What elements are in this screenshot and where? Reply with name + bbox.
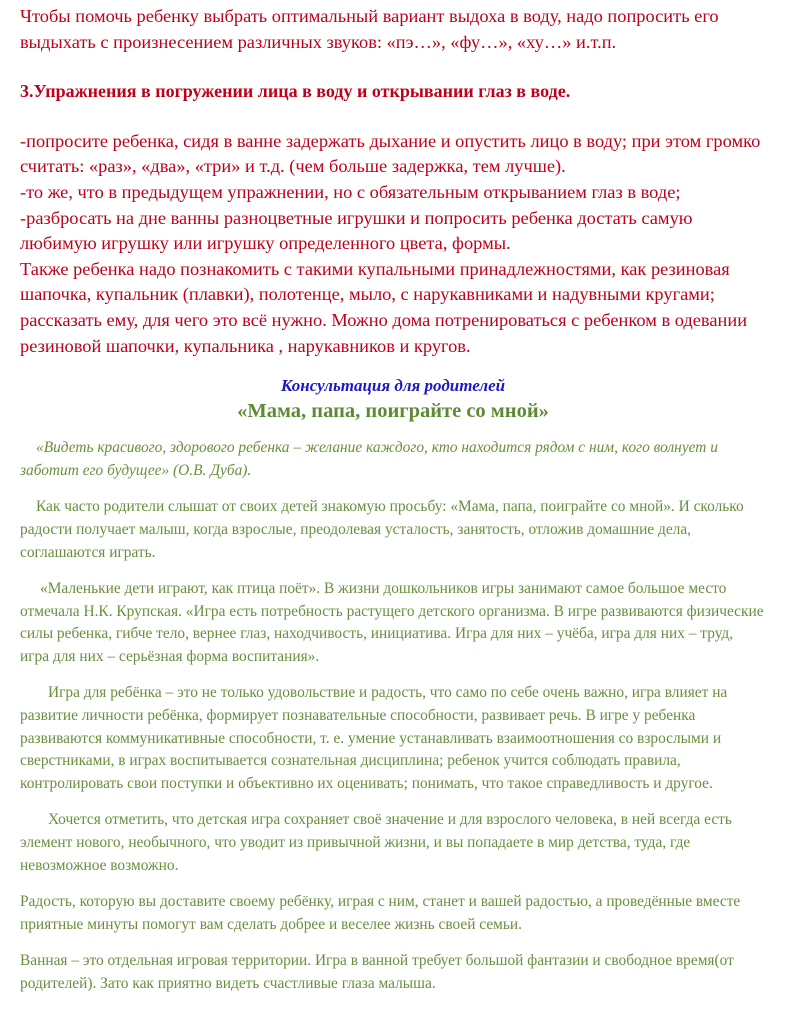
exercise-list [20,129,766,359]
exercise-heading: 3.Упражнения в погружении лица в воду и открывании глаз в воде. [20,81,571,102]
exercise-item: -попросите ребенка, сидя в ванне задержать дыхание и опустить лицо в воду; при этом громко считать: «раз», «два», «три» и т.д. (чем больше задержка, тем лучше). [20,130,761,177]
accessories-paragraph: Также ребенка надо познакомить с такими купальными принадлежностями, как резиновая шапочка, купальник (плавки), полотенце, мыло, с нарукавниками и надувными кругами; рассказать ему, для чего это всё нужно. Можно дома потренироваться с ребенком в одевании резиновой шапочки, купальника , нарукавников и кругов. [20,258,748,356]
body-paragraph: Ванная – это отдельная игровая территории. Игра в ванной требует большой фантазии и свободное время(от родителей). Зато как приятно видеть счастливые глаза малыша. [20,952,734,992]
epigraph-quote: «Видеть красивого, здорового ребенка – желание каждого, кто находится рядом с ним, кого волнует и заботит его будущее» (О.В. Дуба). [20,439,718,479]
body-paragraph: «Маленькие дети играют, как птица поёт». В жизни дошкольников игры занимают самое большое место отмечала Н.К. Крупская. «Игра есть потребность растущего детского организма. В игре развиваются физические силы ребенка, гибче тело, вернее глаз, находчивость, инициатива. Игра для них – учёба, игра для них – труд, игра для них – серьёзная форма воспитания». [20,580,764,665]
exercise-item: -разбросать на дне ванны разноцветные игрушки и попросить ребенка достать самую любимую игрушку или игрушку определенного цвета, формы. [20,207,693,254]
intro-paragraph: Чтобы помочь ребенку выбрать оптимальный вариант выдоха в воду, надо попросить его выдыхать с произнесением различных звуков: «пэ…», «фу…», «ху…» и.т.п. [20,6,719,52]
consultation-label: Консультация для родителей [280,376,506,396]
body-paragraph: Хочется отметить, что детская игра сохраняет своё значение и для взрослого человека, в ней всегда есть элемент нового, необычного, что уводит из привычной жизни, и вы попадаете в мир детства, туда, где невозможное возможно. [20,811,732,874]
exercise-item: -то же, что в предыдущем упражнении, но с обязательным открыванием глаз в воде; [20,181,681,202]
body-paragraph: Как часто родители слышат от своих детей знакомую просьбу: «Мама, папа, поиграйте со мной». И сколько радости получает малыш, когда взрослые, преодолевая усталость, занятость, отложив домашние дела, соглашаются играть. [20,498,744,561]
consultation-title: «Мама, папа, поиграйте со мной» [237,400,549,423]
body-paragraph: Игра для ребёнка – это не только удовольствие и радость, что само по себе очень важно, игра влияет на развитие личности ребёнка, формирует познавательные способности, развивает речь. В игре у ребенка развиваются коммуникативные способности, т. е. умение устанавливать взаимоотношения со взрослыми и сверстниками, в играх воспитывается сознательная дисциплина; ребенок учится соблюдать правила, контролировать свои поступки и объективно их оценивать; понимать, что такое справедливость и другое. [20,684,728,792]
body-paragraph: Радость, которую вы доставите своему ребёнку, играя с ним, станет и вашей радостью, а проведённые вместе приятные минуты помогут вам сделать добрее и веселее жизнь своей семьи. [20,893,741,933]
